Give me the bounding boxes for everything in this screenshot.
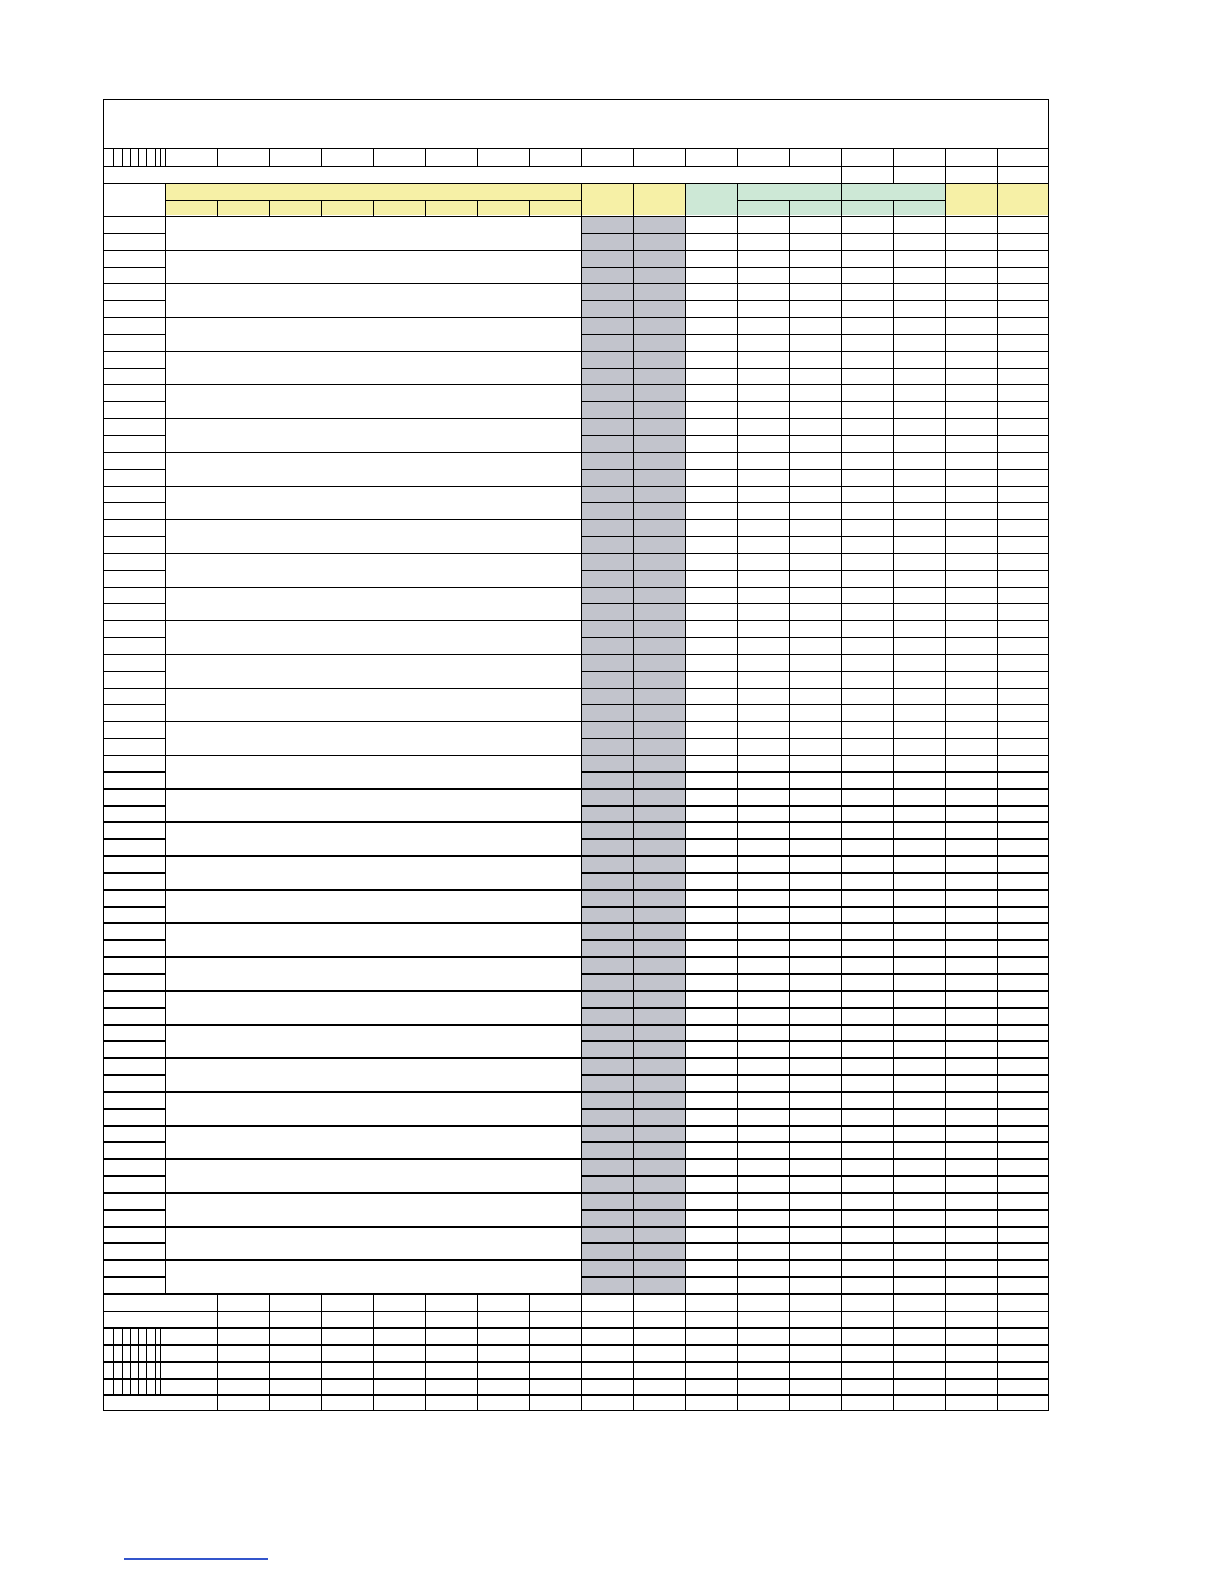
- row-line: [581, 469, 1049, 470]
- footer-row-line: [103, 1394, 1049, 1396]
- row-line: [103, 166, 1049, 167]
- row-line: [103, 587, 165, 588]
- header-bottom: [103, 216, 1049, 217]
- col-divider: [477, 148, 478, 166]
- row-line: [581, 384, 1049, 385]
- footer-tick-divider: [113, 1328, 114, 1395]
- body-col-divider: [997, 216, 998, 1294]
- row-line: [581, 1057, 1049, 1059]
- footer-col-divider: [477, 1294, 478, 1411]
- row-line: [581, 872, 1049, 874]
- row-line: [581, 267, 1049, 268]
- row-line: [103, 435, 165, 436]
- row-line: [103, 1108, 165, 1110]
- footer-row-line: [103, 1327, 1049, 1329]
- footer-col-divider: [529, 1294, 530, 1411]
- row-line: [581, 334, 1049, 335]
- row-line: [103, 1259, 165, 1261]
- row-line: [581, 721, 1049, 722]
- merged-row-line: [165, 755, 581, 756]
- header-divider: [581, 183, 582, 216]
- row-line: [103, 620, 165, 621]
- row-line: [103, 788, 165, 790]
- row-line: [581, 233, 1049, 234]
- row-line: [581, 889, 1049, 891]
- row-line: [103, 553, 165, 554]
- row-line: [581, 570, 1049, 571]
- row-line: [581, 1074, 1049, 1076]
- merged-row-line: [165, 1259, 581, 1261]
- footer-col-divider: [789, 1294, 790, 1411]
- footer-tick-divider: [146, 1328, 147, 1395]
- row-line: [103, 384, 165, 385]
- row-line: [103, 1175, 165, 1177]
- row-line: [581, 1125, 1049, 1127]
- header-divider: [945, 183, 946, 216]
- row-line: [103, 838, 165, 840]
- merged-row-line: [165, 654, 581, 655]
- row-line: [103, 1057, 165, 1059]
- row-line: [581, 688, 1049, 689]
- row-line: [103, 922, 165, 924]
- row-line: [581, 519, 1049, 520]
- row-line: [103, 469, 165, 470]
- footer-col-divider: [841, 1294, 842, 1411]
- row-line: [581, 922, 1049, 924]
- merged-row-line: [165, 587, 581, 588]
- col-divider: [425, 148, 426, 166]
- row-line: [103, 502, 165, 503]
- row-line: [103, 1040, 165, 1042]
- row-line: [103, 300, 165, 301]
- row-line: [581, 973, 1049, 975]
- row-line: [103, 368, 165, 369]
- row-line: [581, 300, 1049, 301]
- footer-row-line: [103, 1361, 1049, 1363]
- col-divider: [789, 148, 790, 166]
- row-line: [581, 1175, 1049, 1177]
- row-line: [581, 1276, 1049, 1278]
- row-line: [581, 738, 1049, 739]
- row-line: [581, 620, 1049, 621]
- merged-row-line: [165, 317, 581, 318]
- row-line: [103, 519, 165, 520]
- row-line: [103, 1276, 165, 1278]
- row-line: [581, 956, 1049, 958]
- col-divider: [321, 148, 322, 166]
- row-line: [581, 401, 1049, 402]
- merged-row-line: [165, 452, 581, 453]
- body-col-divider: [685, 216, 686, 1294]
- row-line: [103, 486, 165, 487]
- row-line: [581, 704, 1049, 705]
- header-subdivider: [269, 200, 270, 216]
- footer-row-line: [103, 1344, 1049, 1346]
- row-line: [103, 1125, 165, 1127]
- row-line: [103, 821, 165, 823]
- row-line: [103, 654, 165, 655]
- row-line: [103, 973, 165, 975]
- col-divider: [893, 166, 894, 183]
- row-line: [103, 1074, 165, 1076]
- row-line: [103, 570, 165, 571]
- row-line: [103, 267, 165, 268]
- row-line: [103, 401, 165, 402]
- col-divider: [529, 148, 530, 166]
- merged-row-line: [165, 721, 581, 722]
- row-line: [103, 671, 165, 672]
- header-subdivider: [529, 200, 530, 216]
- row-line: [103, 738, 165, 739]
- footer-tick-divider: [130, 1328, 131, 1395]
- row-line: [103, 688, 165, 689]
- row-line: [103, 283, 165, 284]
- row-line: [581, 368, 1049, 369]
- row-line: [581, 805, 1049, 807]
- footer-row-line: [103, 1311, 1049, 1312]
- col-divider: [997, 148, 998, 166]
- header-subdivider: [893, 200, 894, 216]
- merged-row-line: [165, 1226, 581, 1228]
- body-col-divider: [737, 216, 738, 1294]
- col-divider: [581, 148, 582, 166]
- header-divider: [685, 183, 686, 216]
- row-line: [581, 771, 1049, 773]
- row-line: [103, 351, 165, 352]
- row-line: [581, 317, 1049, 318]
- row-line: [103, 334, 165, 335]
- body-col-divider: [581, 216, 582, 1294]
- row-line: [581, 637, 1049, 638]
- row-line: [103, 452, 165, 453]
- row-line: [581, 755, 1049, 756]
- merged-row-line: [165, 1192, 581, 1194]
- col-divider: [165, 148, 166, 166]
- footer-tick-divider: [122, 1328, 123, 1395]
- row-line: [103, 704, 165, 705]
- col-divider: [633, 148, 634, 166]
- header-subdivider: [425, 200, 426, 216]
- row-line: [103, 721, 165, 722]
- tick-divider: [146, 148, 147, 166]
- footer-col-divider: [425, 1294, 426, 1411]
- body-col-divider: [945, 216, 946, 1294]
- row-line: [103, 855, 165, 857]
- row-line: [581, 351, 1049, 352]
- col-divider: [373, 148, 374, 166]
- header-divider: [997, 183, 998, 216]
- merged-row-line: [165, 250, 581, 251]
- merged-row-line: [165, 1024, 581, 1026]
- row-line: [103, 956, 165, 958]
- row-line: [103, 418, 165, 419]
- header-subdivider: [477, 200, 478, 216]
- row-line: [581, 838, 1049, 840]
- row-line: [103, 233, 165, 234]
- row-line: [581, 486, 1049, 487]
- row-line: [581, 603, 1049, 604]
- row-line: [103, 990, 165, 992]
- merged-row-line: [165, 990, 581, 992]
- body-col-divider: [841, 216, 842, 1294]
- row-line: [581, 671, 1049, 672]
- footer-tick-divider: [138, 1328, 139, 1395]
- row-line: [581, 939, 1049, 941]
- row-line: [103, 183, 1049, 184]
- header-subdivider: [789, 200, 790, 216]
- row-line: [103, 939, 165, 941]
- merged-row-line: [165, 688, 581, 689]
- col-divider: [737, 148, 738, 166]
- row-line: [103, 1091, 165, 1093]
- row-line: [581, 536, 1049, 537]
- footer-col-divider: [217, 1294, 218, 1411]
- merged-row-line: [165, 418, 581, 419]
- footer-col-divider: [269, 1294, 270, 1411]
- title-area-bottom: [103, 148, 1049, 149]
- row-line: [103, 603, 165, 604]
- merged-row-line: [165, 889, 581, 891]
- row-line: [103, 1024, 165, 1026]
- row-line: [103, 755, 165, 756]
- row-line: [581, 1024, 1049, 1026]
- row-line: [581, 788, 1049, 790]
- col-divider: [893, 148, 894, 166]
- row-line: [103, 1192, 165, 1194]
- row-line: [103, 1209, 165, 1211]
- row-line: [581, 906, 1049, 908]
- row-line: [581, 553, 1049, 554]
- row-line: [581, 1259, 1049, 1261]
- header-subdivider: [373, 200, 374, 216]
- merged-row-line: [165, 351, 581, 352]
- row-line: [103, 317, 165, 318]
- footer-col-divider: [373, 1294, 374, 1411]
- tick-divider: [122, 148, 123, 166]
- row-line: [103, 1226, 165, 1228]
- row-line: [103, 805, 165, 807]
- merged-row-line: [165, 1158, 581, 1160]
- row-line: [581, 1192, 1049, 1194]
- body-col-divider: [893, 216, 894, 1294]
- merged-row-line: [165, 1057, 581, 1059]
- row-line: [581, 1007, 1049, 1009]
- tick-divider: [155, 148, 156, 166]
- merged-row-line: [165, 519, 581, 520]
- row-line: [581, 452, 1049, 453]
- row-line: [581, 1040, 1049, 1042]
- footer-tick-divider: [155, 1328, 156, 1395]
- merged-row-line: [165, 384, 581, 385]
- merged-row-line: [165, 855, 581, 857]
- row-line: [103, 1007, 165, 1009]
- col-divider: [841, 166, 842, 183]
- merged-row-line: [165, 956, 581, 958]
- row-line: [103, 872, 165, 874]
- row-line: [581, 250, 1049, 251]
- body-col-divider: [789, 216, 790, 1294]
- row-line: [581, 435, 1049, 436]
- footer-col-divider: [633, 1294, 634, 1411]
- row-line: [581, 1242, 1049, 1244]
- body-bottom: [103, 1293, 1049, 1295]
- footer-col-divider: [581, 1294, 582, 1411]
- row-line: [581, 990, 1049, 992]
- merged-row-line: [165, 922, 581, 924]
- col-divider: [841, 148, 842, 166]
- row-line: [103, 1158, 165, 1160]
- tick-divider: [130, 148, 131, 166]
- body-col-divider: [165, 216, 166, 1294]
- header-divider: [633, 183, 634, 216]
- merged-row-line: [165, 620, 581, 621]
- row-line: [581, 1091, 1049, 1093]
- col-divider: [945, 166, 946, 183]
- row-line: [581, 502, 1049, 503]
- merged-row-line: [165, 1091, 581, 1093]
- row-line: [103, 536, 165, 537]
- body-col-divider: [633, 216, 634, 1294]
- row-line: [581, 821, 1049, 823]
- header-subdivider: [321, 200, 322, 216]
- merged-row-line: [165, 283, 581, 284]
- row-line: [103, 250, 165, 251]
- row-line: [103, 1242, 165, 1244]
- footer-col-divider: [321, 1294, 322, 1411]
- row-line: [581, 587, 1049, 588]
- footer-col-divider: [685, 1294, 686, 1411]
- row-line: [581, 654, 1049, 655]
- merged-row-line: [165, 821, 581, 823]
- col-divider: [217, 148, 218, 166]
- col-divider: [997, 166, 998, 183]
- footer-col-divider: [945, 1294, 946, 1411]
- tick-divider: [160, 148, 161, 166]
- footer-link-underline: [124, 1558, 268, 1560]
- footer-row-line: [103, 1378, 1049, 1380]
- col-divider: [945, 148, 946, 166]
- merged-row-line: [165, 788, 581, 790]
- merged-row-line: [165, 1125, 581, 1127]
- row-line: [581, 1158, 1049, 1160]
- row-line: [581, 1141, 1049, 1143]
- merged-row-line: [165, 486, 581, 487]
- row-line: [103, 771, 165, 773]
- col-divider: [269, 148, 270, 166]
- footer-col-divider: [737, 1294, 738, 1411]
- footer-col-divider: [893, 1294, 894, 1411]
- footer-col-divider: [997, 1294, 998, 1411]
- row-line: [581, 1108, 1049, 1110]
- row-line: [581, 1226, 1049, 1228]
- row-line: [103, 637, 165, 638]
- merged-row-line: [165, 553, 581, 554]
- row-line: [581, 1209, 1049, 1211]
- row-line: [581, 855, 1049, 857]
- tick-divider: [138, 148, 139, 166]
- row-line: [581, 283, 1049, 284]
- row-line: [103, 906, 165, 908]
- row-line: [103, 1141, 165, 1143]
- row-line: [103, 889, 165, 891]
- row-line: [581, 418, 1049, 419]
- tick-divider: [113, 148, 114, 166]
- col-divider: [685, 148, 686, 166]
- header-subline: [737, 200, 945, 201]
- footer-tick-divider: [160, 1328, 161, 1395]
- header-subdivider: [217, 200, 218, 216]
